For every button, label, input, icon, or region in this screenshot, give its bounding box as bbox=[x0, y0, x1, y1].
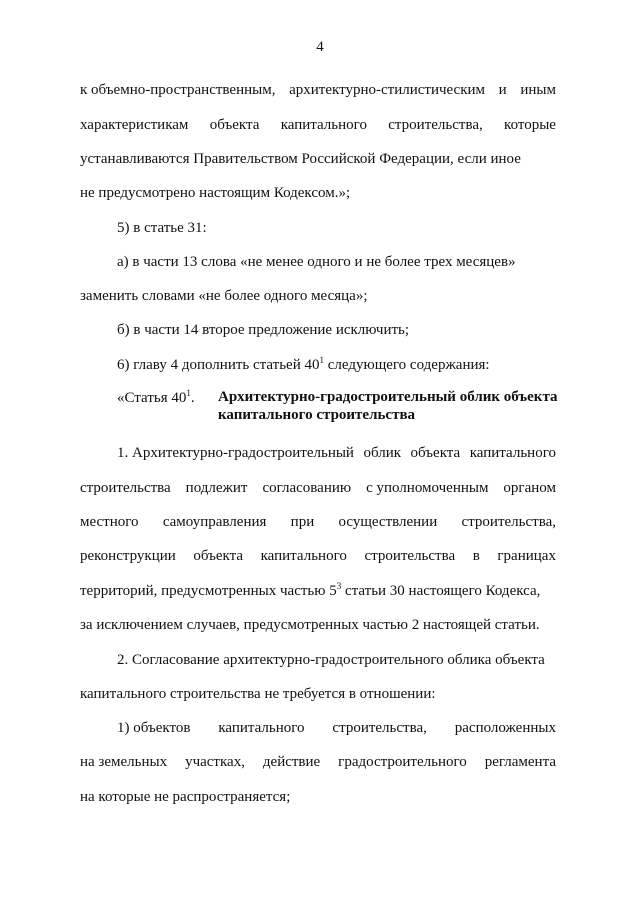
list-item: б) в части 14 второе предложение исключить; bbox=[117, 322, 410, 338]
page-number: 4 bbox=[316, 39, 324, 55]
list-item: а) в части 13 слова «не менее одного и не более трех месяцев» bbox=[117, 254, 516, 270]
text-line: на которые не распространяется; bbox=[80, 789, 291, 805]
text-line: характеристикам объекта капитального строительства, которые bbox=[80, 117, 556, 133]
text-line: 1. Архитектурно-градостроительный облик объекта капитального bbox=[117, 445, 556, 461]
text-line: территорий, предусмотренных частью $5^3$ статьи 30 настоящего Кодекса, bbox=[80, 581, 541, 599]
text-line: местного самоуправления при осуществлении строительства, bbox=[80, 514, 556, 530]
list-item: 1) объектов капитального строительства, расположенных bbox=[117, 720, 556, 736]
list-item: 5) в статье 31: bbox=[117, 220, 207, 236]
text-line: к объемно-пространственным, архитектурно-стилистическим и иным bbox=[80, 82, 556, 98]
text-line: за исключением случаев, предусмотренных частью 2 настоящей статьи. bbox=[80, 617, 540, 633]
article-label: «Статья $40^1$. bbox=[117, 388, 195, 406]
text-line: капитального строительства не требуется в отношении: bbox=[80, 686, 436, 702]
text-line: 2. Согласование архитектурно-градостроительного облика объекта bbox=[117, 652, 545, 668]
text-line: строительства подлежит согласованию с уполномоченным органом bbox=[80, 480, 556, 496]
text-line: заменить словами «не более одного месяца»; bbox=[80, 288, 368, 304]
text-line: реконструкции объекта капитального строительства в границах bbox=[80, 548, 556, 564]
text-line: на земельных участках, действие градостроительного регламента bbox=[80, 754, 556, 770]
list-item: 6) главу 4 дополнить статьей $40^1$ следующего содержания: bbox=[117, 355, 490, 373]
text-line: устанавливаются Правительством Российской Федерации, если иное bbox=[80, 151, 521, 167]
article-title: Архитектурно-градостроительный облик объекта капитального строительства bbox=[218, 389, 558, 423]
text-line: не предусмотрено настоящим Кодексом.»; bbox=[80, 185, 351, 201]
